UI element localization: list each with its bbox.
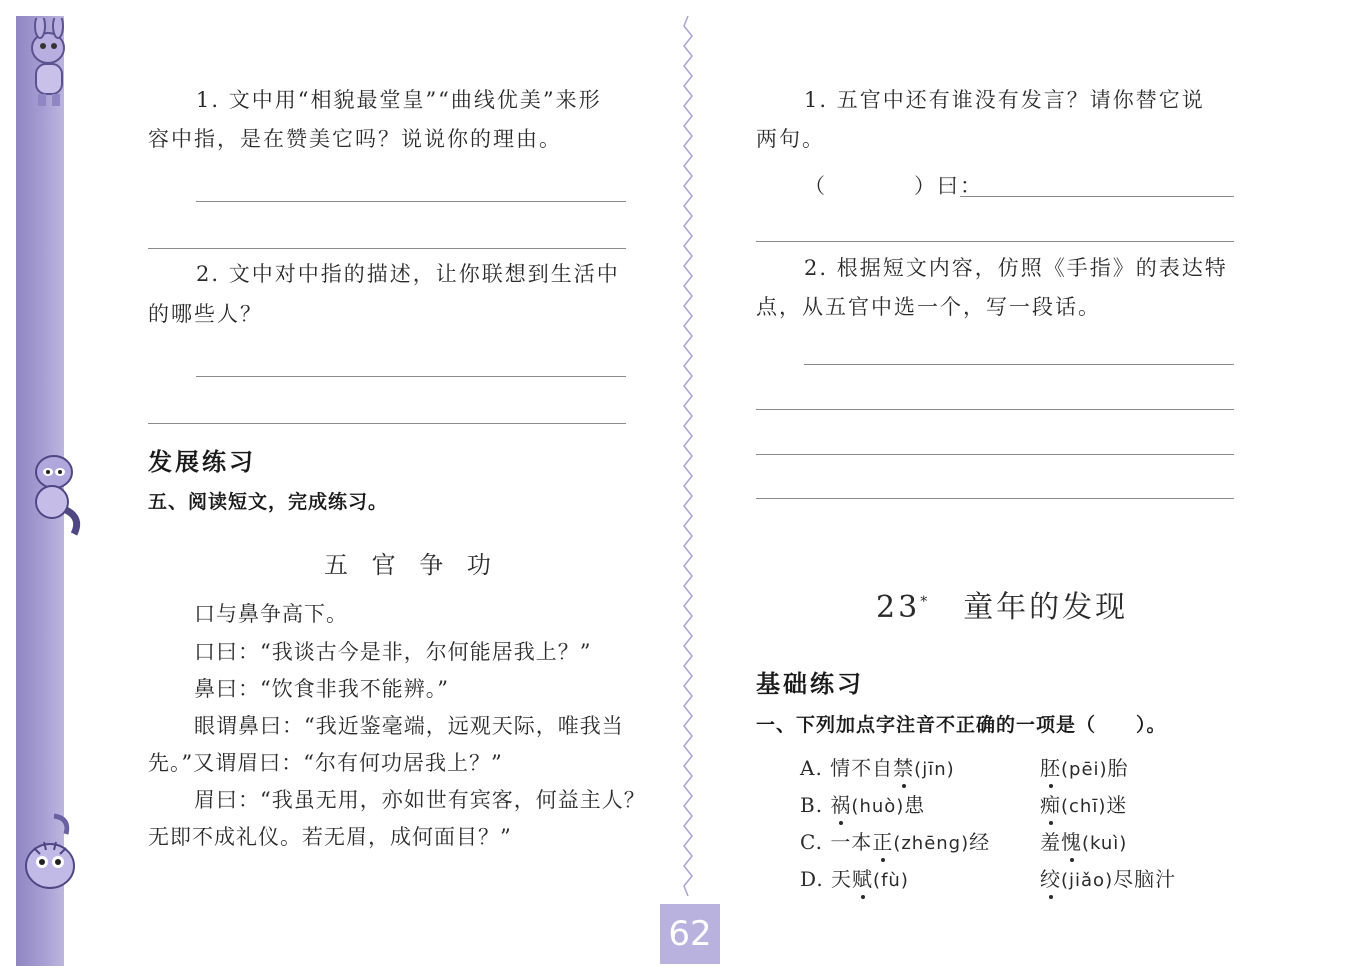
option-text: 胎	[1107, 756, 1129, 780]
option-text: 情不自	[830, 756, 894, 780]
fill-open-paren: （	[804, 174, 827, 198]
passage-line: 无即不成礼仪。若无眉，成何面目？”	[148, 825, 512, 849]
answer-line[interactable]	[756, 498, 1234, 499]
option-a-right	[1040, 752, 1129, 781]
left-q2-line2: 的哪些人？	[148, 302, 263, 326]
pinyin: (chī)	[1061, 796, 1107, 817]
answer-line[interactable]	[756, 409, 1234, 410]
option-text: 一本	[830, 830, 873, 854]
section-heading-basic: 基础练习	[756, 670, 864, 698]
option-text: 天	[831, 867, 853, 891]
dotted-char: 愧	[1061, 826, 1082, 855]
instruction-one: 一、下列加点字注音不正确的一项是（ ）。	[756, 714, 1167, 736]
pinyin: (kuì)	[1082, 833, 1128, 854]
option-label: B.	[800, 793, 824, 817]
option-text: 患	[904, 793, 926, 817]
option-a-left[interactable]	[800, 752, 955, 781]
dotted-char: 禁	[893, 752, 914, 781]
answer-line[interactable]	[196, 376, 626, 377]
option-label: A.	[800, 756, 823, 780]
passage-line: 鼻曰：“饮食非我不能辨。”	[194, 677, 449, 701]
instruction-five: 五、阅读短文，完成练习。	[148, 491, 389, 513]
lesson-name: 童年的发现	[963, 590, 1129, 625]
dotted-char: 正	[872, 826, 893, 855]
dotted-char: 痴	[1040, 789, 1061, 818]
passage-line: 眉曰：“我虽无用，亦如世有宾客，何益主人？	[194, 788, 646, 812]
option-label: D.	[800, 867, 824, 891]
dotted-char: 赋	[852, 863, 873, 892]
option-label: C.	[800, 830, 823, 854]
lesson-number: 23	[876, 590, 921, 625]
tiger-mascot-icon	[14, 812, 86, 902]
option-c-right	[1040, 826, 1127, 855]
right-q1-line2: 两句。	[756, 127, 825, 151]
pinyin: (huò)	[851, 796, 905, 817]
right-q2-line1: 2. 根据短文内容，仿照《手指》的表达特	[804, 256, 1228, 280]
passage-line: 口与鼻争高下。	[194, 602, 348, 626]
option-d-right	[1040, 863, 1176, 892]
option-b-right	[1040, 789, 1127, 818]
pinyin: (fù)	[873, 870, 909, 891]
passage-line: 口曰：“我谈古今是非，尔何能居我上？”	[194, 640, 592, 664]
raccoon-mascot-icon	[14, 448, 86, 538]
dotted-char: 胚	[1040, 752, 1061, 781]
right-q2-line2: 点，从五官中选一个，写一段话。	[756, 295, 1101, 319]
left-q1-line2: 容中指，是在赞美它吗？说说你的理由。	[148, 127, 562, 151]
option-text: 迷	[1106, 793, 1128, 817]
passage-title: 五 官 争 功	[324, 551, 499, 579]
option-text: 经	[969, 830, 991, 854]
page-fold-divider	[682, 16, 694, 896]
pinyin: (jiǎo)	[1061, 870, 1114, 891]
option-text: 尽脑汁	[1113, 867, 1177, 891]
answer-line[interactable]	[196, 201, 626, 202]
answer-line[interactable]	[148, 248, 626, 249]
dotted-char: 绞	[1040, 863, 1061, 892]
page-number-badge: 62	[660, 904, 720, 964]
right-q1-line1: 1. 五官中还有谁没有发言？请你替它说	[804, 88, 1205, 112]
answer-line[interactable]	[804, 364, 1234, 365]
rabbit-mascot-icon	[14, 18, 86, 108]
pinyin: (pēi)	[1061, 759, 1108, 780]
answer-line[interactable]	[960, 196, 1234, 197]
fill-close-paren: ）曰：	[914, 174, 983, 198]
option-c-left[interactable]	[800, 826, 990, 855]
answer-line[interactable]	[756, 241, 1234, 242]
lesson-star: *	[920, 594, 931, 610]
pinyin: (jīn)	[914, 759, 955, 780]
pinyin: (zhēng)	[893, 833, 970, 854]
section-heading-development: 发展练习	[148, 448, 256, 476]
passage-line: 先。”又谓眉曰：“尔有何功居我上？”	[148, 751, 503, 775]
option-text: 羞	[1040, 830, 1061, 854]
left-q2-line1: 2. 文中对中指的描述，让你联想到生活中	[196, 262, 620, 286]
dotted-char: 祸	[830, 789, 851, 818]
left-q1-line1: 1. 文中用“相貌最堂皇”“曲线优美”来形	[196, 88, 602, 112]
option-b-left[interactable]	[800, 789, 925, 818]
answer-line[interactable]	[756, 454, 1234, 455]
option-d-left[interactable]	[800, 863, 909, 892]
lesson-title	[876, 582, 1128, 626]
passage-line: 眼谓鼻曰：“我近鉴毫端，远观天际，唯我当	[194, 714, 624, 738]
answer-line[interactable]	[148, 423, 626, 424]
